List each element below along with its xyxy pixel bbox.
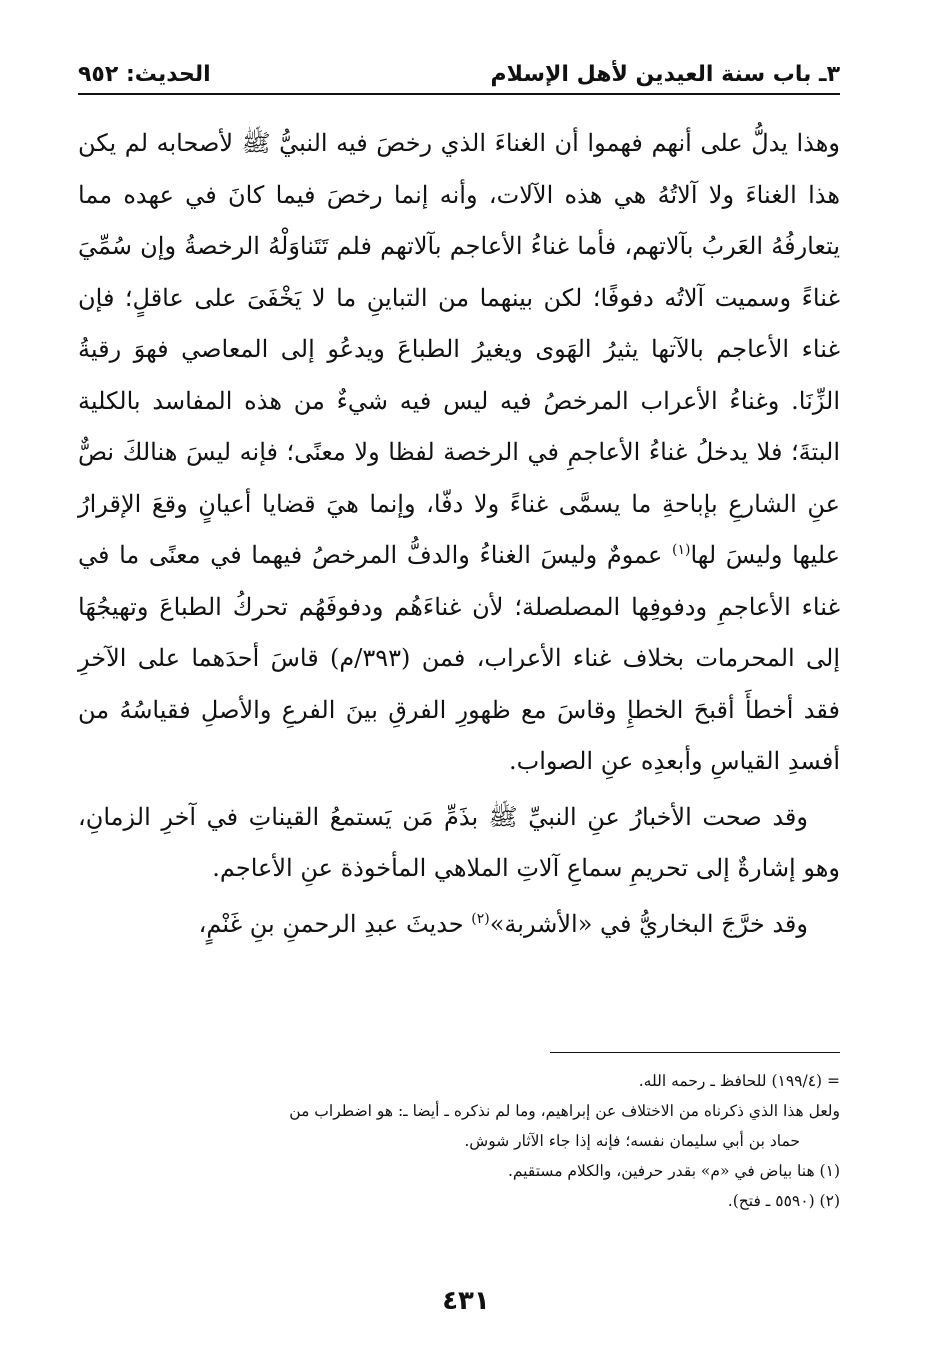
footnote-continued-line-2: ولعل هذا الذي ذكرناه من الاختلاف عن إبراهيم، وما لم نذكره ـ أيضا ـ: هو اضطراب من — [289, 1102, 840, 1120]
running-header — [78, 62, 840, 95]
hadith-number: الحديث: ٩٥٢ — [78, 62, 211, 87]
main-text — [78, 118, 840, 950]
page-number: ٤٣١ — [442, 1286, 490, 1316]
footnote-marker-2: (٢) — [471, 910, 490, 927]
paragraph-2: وقد صحت الأخبارُ عنِ النبيِّ ﷺ بذَمِّ مَن يَستمعُ القيناتِ في آخرِ الزمانِ، وهو إشارةٌ إلى تحريمِ سماعِ آلاتِ الملاهي المأخوذة عنِ الأعاجم. — [78, 802, 840, 882]
paragraph-3 — [78, 899, 840, 951]
paragraph-1-text: وهذا يدلُّ على أنهم فهموا أن الغناءَ الذي رخصَ فيه النبيُّ ﷺ لأصحابه لم يكن هذا الغناءَ ولا آلاتُهُ هي هذه الآلات، وأنه إنما رخصَ فيما كانَ في عهده مما يتعارفُهُ العَربُ بآلاتهم، فأما غناءُ الأعاجم بآلاتهم فلم تَتَناوَلْهُ الرخصةُ وإن سُمِّيَ غناءً وسميت آلاتُه دفوفًا؛ لكن بينهما من التباينِ ما لا يَخْفَىَ على عاقلٍ؛ فإن غناء الأعاجم بالآتها يثيرُ الهَوى ويغيرُ الطباعَ ويدعُو إلى المعاصي فهوَ رقيةُ الزِّنَا. وغناءُ الأعراب المرخصُ فيه ليس فيه شيءٌ من هذه المفاسد بالكلية البتةَ؛ فلا يدخلُ غناءُ الأعاجمِ في الرخصة لفظا ولا معنًى؛ فإنه ليسَ هنالكَ نصٌّ عنِ الشارعِ بإباحةِ ما يسمَّى غناءً ولا دفّا، وإنما هيَ قضايا أعيانٍ وقعَ الإقرارُ عليها وليسَ لها — [78, 129, 841, 569]
footnote-continued-line-1: = (١٩٩/٤) للحافظ ـ رحمه الله. — [638, 1072, 840, 1090]
footnotes — [78, 1066, 840, 1216]
footnote-marker-1: (١) — [671, 542, 691, 558]
chapter-title: ٣ـ باب سنة العيدين لأهل الإسلام — [490, 62, 840, 87]
paragraph-3-start: وقد خرَّجَ البخاريُّ في «الأشربة» — [489, 909, 808, 938]
footnote-separator — [550, 1052, 840, 1053]
paragraph-1 — [78, 118, 840, 788]
footnote-continued-line-3: حماد بن أبي سليمان نفسه؛ فإنه إذا جاء الآثار شوش. — [464, 1132, 800, 1150]
footnote-2: (٢) (٥٥٩٠ ـ فتح). — [727, 1192, 840, 1210]
paragraph-1-continuation: عمومٌ وليسَ الغناءُ والدفُّ المرخصُ فيهما في معنًى ما في غناء الأعاجمِ ودفوفِها المصلصلة؛ لأن غناءَهُم ودفوفَهُم تحركُ الطباعَ وتهيجُهَا إلى المحرمات بخلاف غناء الأعراب، فمن (٣٩٣/م) قاسَ أحدَهما على الآخرِ فقد أخطأَ أقبحَ الخطإِ وقاسَ مع ظهورِ الفرقِ بينَ الفرعِ والأصلِ فقياسُهُ من أفسدِ القياسِ وأبعدِه عنِ الصواب. — [78, 541, 840, 775]
paragraph-3-end: حديثَ عبدِ الرحمنِ بنِ غَنْمٍ، — [198, 909, 472, 938]
footnote-1: (١) هنا بياض في «م» بقدر حرفين، والكلام مستقيم. — [507, 1162, 840, 1180]
